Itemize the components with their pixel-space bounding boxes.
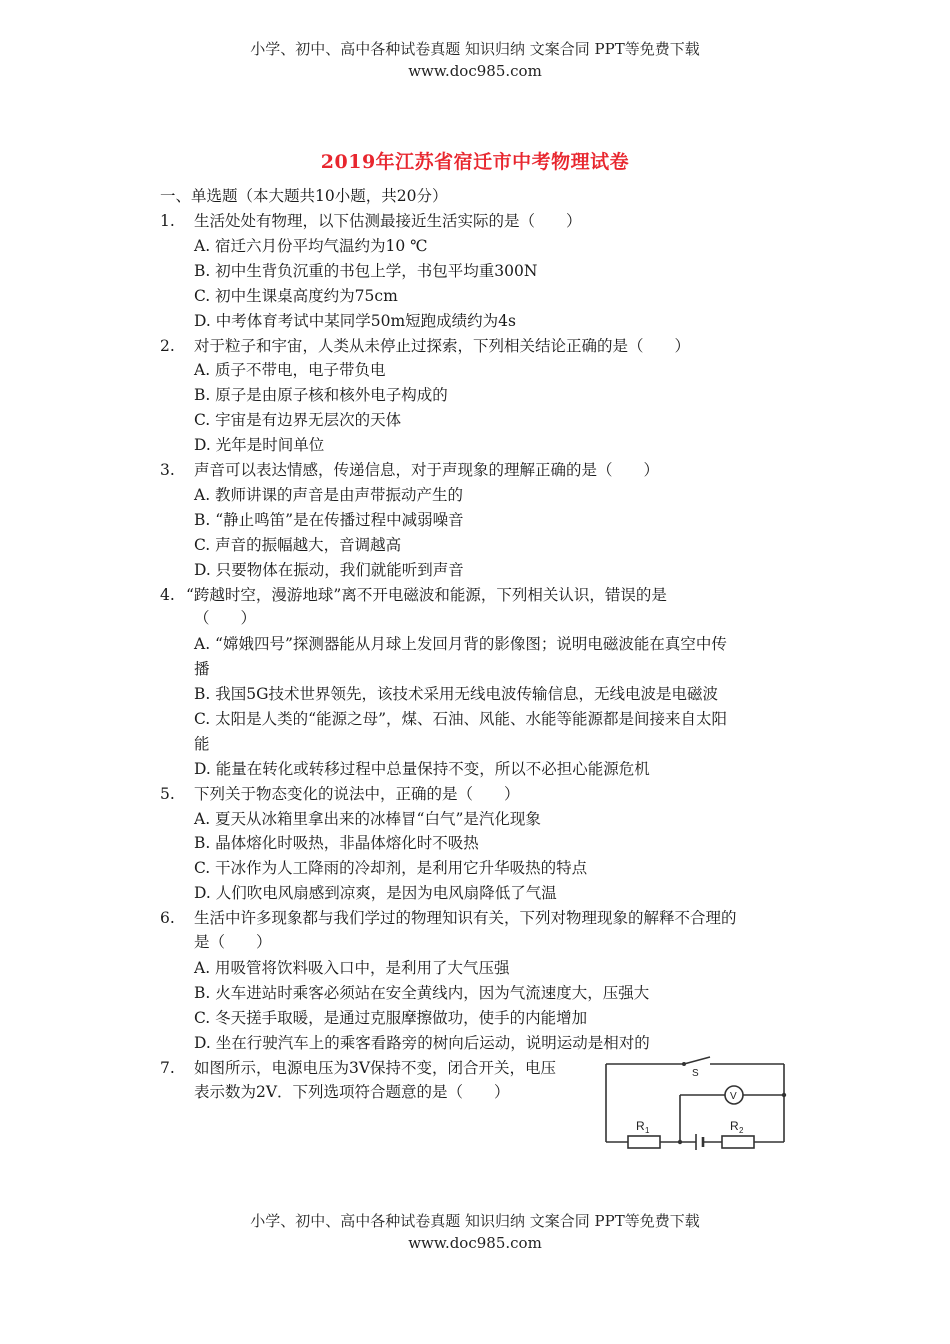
question-text-cont: 表示数为2V．下列选项符合题意的是（ ） [194,1083,510,1101]
question-number: 1. [160,212,175,230]
page-title: 2019年江苏省宿迁市中考物理试卷 [320,151,630,173]
section-heading: 一、单选题（本大题共10小题，共20分） [160,187,448,205]
question-text: 声音可以表达情感，传递信息，对于声现象的理解正确的是（ ） [194,461,660,479]
question-text: 生活中许多现象都与我们学过的物理知识有关，下列对物理现象的解释不合理的 [194,909,737,927]
option: D. 中考体育考试中某同学50m短跑成绩约为4s [194,312,516,330]
question-text: 下列关于物态变化的说法中，正确的是（ ） [194,785,520,803]
option: D. 人们吹电风扇感到凉爽，是因为电风扇降低了气温 [194,884,557,902]
option: C. 冬天搓手取暖，是通过克服摩擦做功，使手的内能增加 [194,1009,588,1027]
option: B. 晶体熔化时吸热，非晶体熔化时不吸热 [194,834,479,852]
option: C. 干冰作为人工降雨的冷却剂，是利用它升华吸热的特点 [194,859,588,877]
resistor-r2 [722,1136,754,1148]
r1-label: R [636,1119,645,1133]
question-number: 2. [160,337,175,355]
header-url[interactable]: www.doc985.com [408,62,542,80]
option: D. 能量在转化或转移过程中总量保持不变，所以不必担心能源危机 [194,760,650,778]
r2-label: R [730,1119,739,1133]
r2-subscript: 2 [739,1126,744,1135]
option: A. “嫦娥四号”探测器能从月球上发回月背的影像图；说明电磁波能在真空中传 [194,635,727,653]
junction-dot [678,1140,682,1144]
page-header [0,38,950,82]
question-text: 如图所示，电源电压为3V保持不变，闭合开关，电压 [194,1059,557,1077]
option: A. 教师讲课的声音是由声带振动产生的 [194,486,464,504]
option: B. 火车进站时乘客必须站在安全黄线内，因为气流速度大，压强大 [194,984,650,1002]
question-text-cont: （ ） [194,609,257,627]
option: A. 宿迁六月份平均气温约为10 ℃ [194,237,428,255]
footer-url[interactable]: www.doc985.com [408,1234,542,1252]
question-text: 对于粒子和宇宙，人类从未停止过探索，下列相关结论正确的是（ ） [194,337,691,355]
switch-blade [684,1057,710,1064]
option: C. 声音的振幅越大，音调越高 [194,536,402,554]
option: A. 夏天从冰箱里拿出来的冰棒冒“白气”是汽化现象 [194,810,541,828]
option: D. 光年是时间单位 [194,436,325,454]
circuit-diagram [600,1054,790,1154]
option: B. “静止鸣笛”是在传播过程中减弱噪音 [194,511,464,529]
junction-dot [782,1093,786,1097]
switch-label: S [692,1068,699,1079]
option: B. 我国5G技术世界领先，该技术采用无线电波传输信息，无线电波是电磁波 [194,685,718,703]
question-number: 7. [160,1059,175,1077]
option: C. 宇宙是有边界无层次的天体 [194,411,402,429]
question-text: “跨越时空，漫游地球”离不开电磁波和能源，下列相关认识，错误的是 [186,586,667,604]
r1-subscript: 1 [645,1126,650,1135]
option: D. 只要物体在振动，我们就能听到声音 [194,561,464,579]
option: C. 太阳是人类的“能源之母”，煤、石油、风能、水能等能源都是间接来自太阳 [194,710,728,728]
question-number: 3. [160,461,175,479]
question-number: 4. [160,586,175,604]
option: B. 原子是由原子核和核外电子构成的 [194,386,448,404]
option: C. 初中生课桌高度约为75cm [194,287,398,305]
option: B. 初中生背负沉重的书包上学，书包平均重300N [194,262,538,280]
switch-contact [682,1062,686,1066]
option: A. 质子不带电，电子带负电 [194,361,386,379]
option-cont: 播 [194,660,210,678]
option-cont: 能 [194,735,210,753]
footer-text: 小学、初中、高中各种试卷真题 知识归纳 文案合同 PPT等免费下载 [250,1212,700,1230]
question-number: 6. [160,909,175,927]
header-text: 小学、初中、高中各种试卷真题 知识归纳 文案合同 PPT等免费下载 [250,40,700,58]
page-footer [0,1210,950,1254]
voltmeter-label: V [730,1091,737,1102]
question-text-cont: 是（ ） [194,933,272,951]
question-number: 5. [160,785,175,803]
option: A. 用吸管将饮料吸入口中，是利用了大气压强 [194,959,510,977]
question-text: 生活处处有物理，以下估测最接近生活实际的是（ ） [194,212,582,230]
resistor-r1 [628,1136,660,1148]
option: D. 坐在行驶汽车上的乘客看路旁的树向后运动，说明运动是相对的 [194,1034,650,1052]
